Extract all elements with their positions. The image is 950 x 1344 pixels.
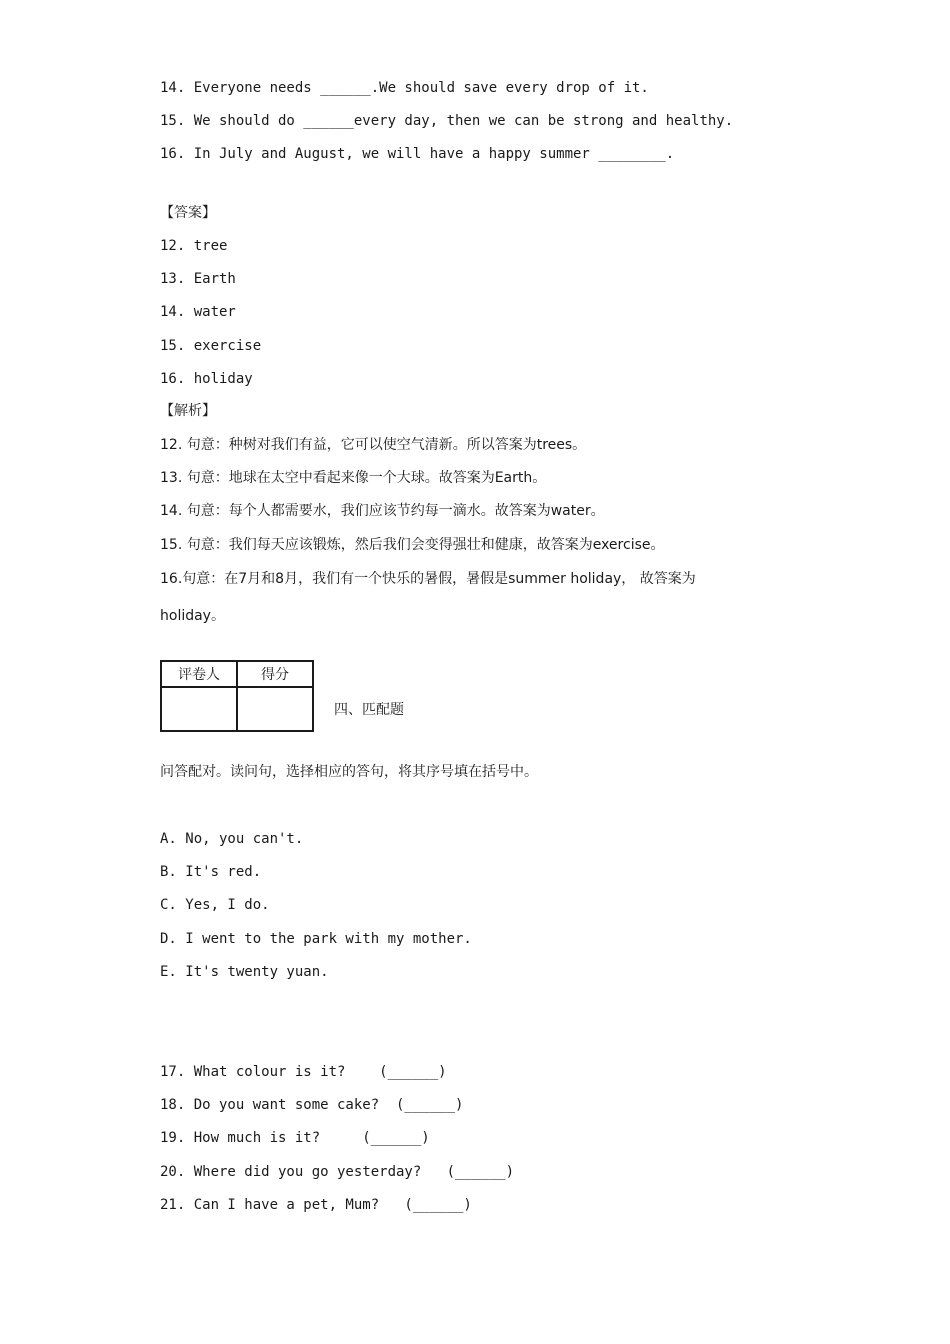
matching-question-18[interactable]: 18. Do you want some cake? (______): [160, 1097, 464, 1113]
analysis-15: 15. 句意：我们每天应该锻炼，然后我们会变得强壮和健康，故答案为exercise。: [160, 537, 665, 553]
answer-13: 13. Earth: [160, 271, 236, 287]
option-d: D. I went to the park with my mother.: [160, 931, 472, 947]
instruction: 问答配对。读问句，选择相应的答句，将其序号填在括号中。: [160, 764, 538, 780]
analysis-heading: 【解析】: [160, 403, 216, 419]
matching-question-21[interactable]: 21. Can I have a pet, Mum? (______): [160, 1197, 472, 1213]
analysis-16: 16.句意：在7月和8月，我们有一个快乐的暑假，暑假是summer holiday， 故答案为: [160, 571, 696, 587]
score-table: [160, 660, 314, 732]
score-label: 得分: [237, 661, 313, 687]
answer-heading: 【答案】: [160, 205, 216, 221]
question-14: 14. Everyone needs ______.We should save every drop of it.: [160, 80, 649, 96]
option-b: B. It's red.: [160, 864, 262, 880]
analysis-12: 12. 句意：种树对我们有益，它可以使空气清新。所以答案为trees。: [160, 437, 587, 453]
section-title: 四、匹配题: [334, 702, 404, 718]
analysis-16-continued: holiday。: [160, 608, 225, 624]
grader-label: 评卷人: [161, 661, 237, 687]
answer-14: 14. water: [160, 304, 236, 320]
question-15: 15. We should do ______every day, then we can be strong and healthy.: [160, 113, 734, 129]
answer-12: 12. tree: [160, 238, 228, 254]
option-a: A. No, you can't.: [160, 831, 304, 847]
matching-question-20[interactable]: 20. Where did you go yesterday? (______): [160, 1164, 515, 1180]
answer-15: 15. exercise: [160, 338, 262, 354]
matching-question-19[interactable]: 19. How much is it? (______): [160, 1130, 430, 1146]
answer-16: 16. holiday: [160, 371, 253, 387]
option-c: C. Yes, I do.: [160, 897, 270, 913]
score-cell[interactable]: [237, 687, 313, 731]
option-e: E. It's twenty yuan.: [160, 964, 329, 980]
grader-cell[interactable]: [161, 687, 237, 731]
analysis-14: 14. 句意：每个人都需要水，我们应该节约每一滴水。故答案为water。: [160, 503, 605, 519]
analysis-13: 13. 句意：地球在太空中看起来像一个大球。故答案为Earth。: [160, 470, 547, 486]
question-16: 16. In July and August, we will have a happy summer ________.: [160, 146, 675, 162]
matching-question-17[interactable]: 17. What colour is it? (______): [160, 1064, 447, 1080]
